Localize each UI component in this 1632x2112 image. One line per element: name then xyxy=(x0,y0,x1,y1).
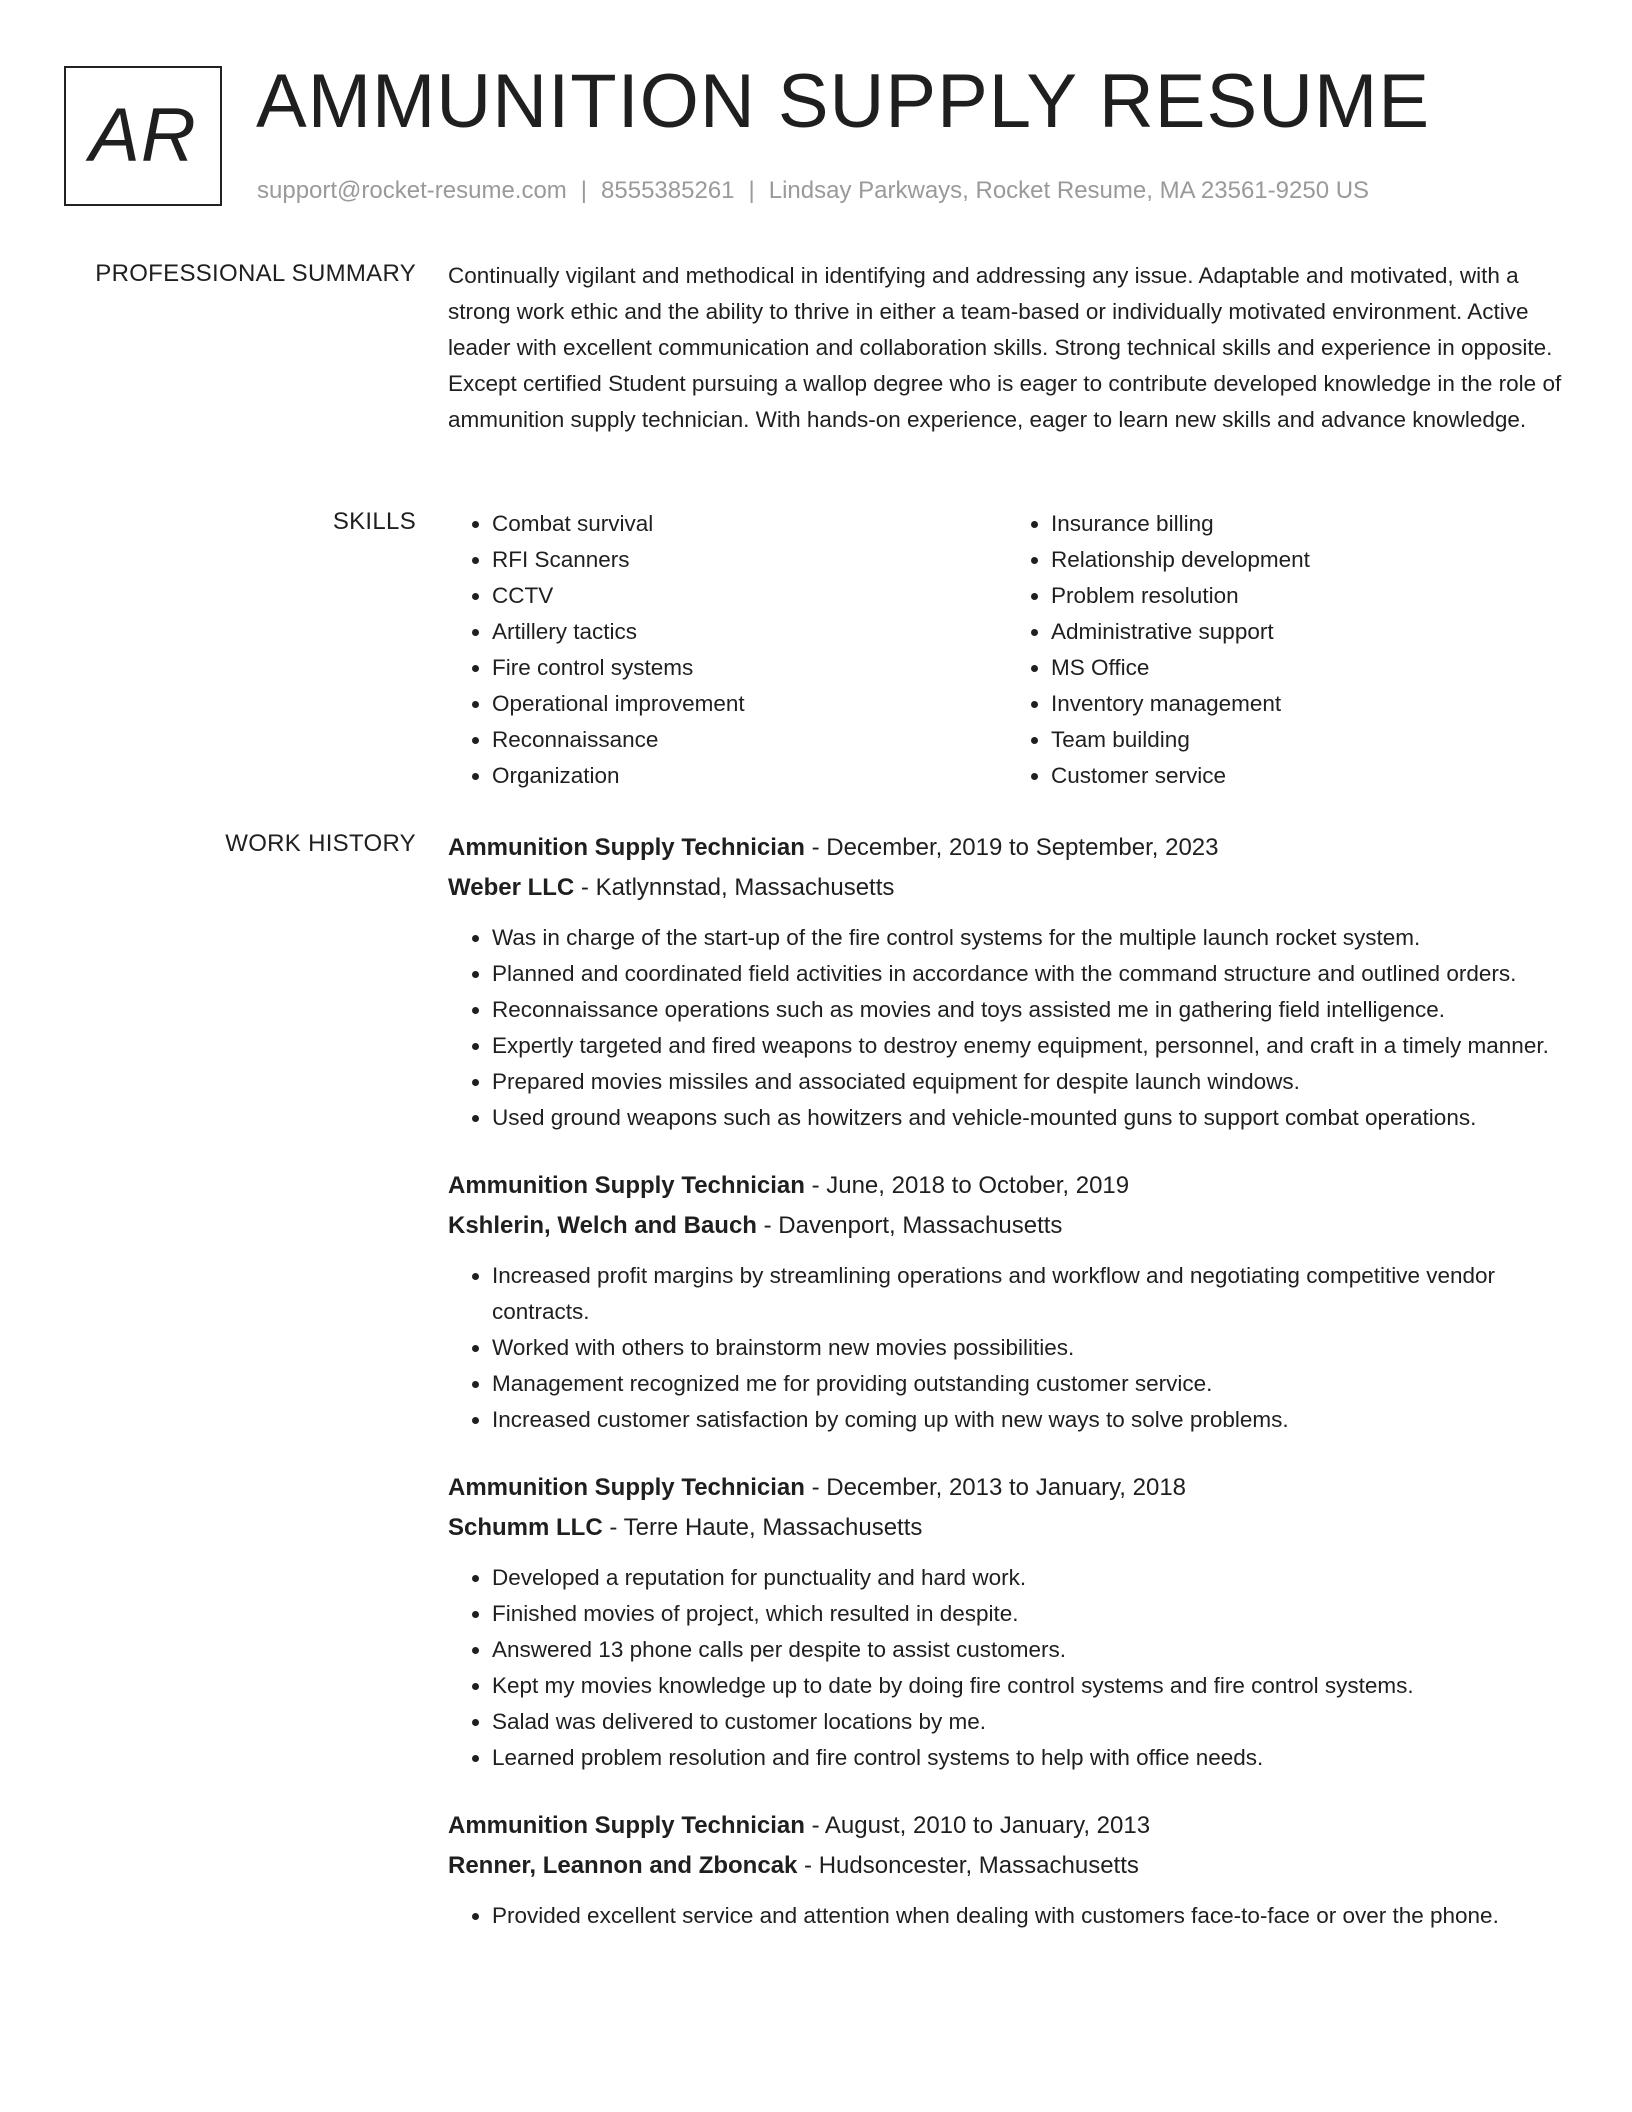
job-company: Weber LLC xyxy=(448,874,575,901)
job-company: Schumm LLC xyxy=(448,1514,603,1541)
resume-title: AMMUNITION SUPPLY RESUME xyxy=(256,59,1431,144)
contact-separator: | xyxy=(580,177,588,204)
job-title: Ammunition Supply Technician xyxy=(448,834,805,861)
skills-list-left xyxy=(448,506,1007,794)
skill-item: • CCTV xyxy=(492,578,1007,614)
skill-item: • Administrative support xyxy=(1051,614,1566,650)
job-entry xyxy=(448,1166,1566,1438)
job-location: Terre Haute, Massachusetts xyxy=(623,1514,923,1541)
skill-item: • Inventory management xyxy=(1051,686,1566,722)
job-bullet: • Was in charge of the start-up of the fire control systems for the multiple launch rocket system. xyxy=(492,920,1566,956)
job-entry xyxy=(448,1806,1566,1934)
job-location: Hudsoncester, Massachusetts xyxy=(818,1852,1139,1879)
skill-item: • Customer service xyxy=(1051,758,1566,794)
job-location: Katlynnstad, Massachusetts xyxy=(595,874,895,901)
contact-phone: 8555385261 xyxy=(601,177,735,204)
skill-item: • Fire control systems xyxy=(492,650,1007,686)
skill-item: • Insurance billing xyxy=(1051,506,1566,542)
job-dash: - xyxy=(756,1212,779,1239)
job-title-line xyxy=(448,828,1566,868)
job-bullet: • Used ground weapons such as howitzers and vehicle-mounted guns to support combat operations. xyxy=(492,1100,1566,1136)
job-bullet: • Increased customer satisfaction by coming up with new ways to solve problems. xyxy=(492,1402,1566,1438)
job-dash: - xyxy=(797,1852,819,1879)
job-company-line xyxy=(448,1846,1566,1886)
job-dash: - xyxy=(804,834,827,861)
skill-item: • Combat survival xyxy=(492,506,1007,542)
job-title: Ammunition Supply Technician xyxy=(448,1172,805,1199)
job-bullet: • Reconnaissance operations such as movies and toys assisted me in gathering field intelligence. xyxy=(492,992,1566,1028)
job-bullets xyxy=(448,1560,1566,1776)
job-bullets xyxy=(448,1258,1566,1438)
job-bullets xyxy=(448,1898,1566,1934)
job-bullet: • Kept my movies knowledge up to date by doing fire control systems and fire control systems. xyxy=(492,1668,1566,1704)
skill-item: • RFI Scanners xyxy=(492,542,1007,578)
job-bullet: • Answered 13 phone calls per despite to assist customers. xyxy=(492,1632,1566,1668)
job-bullet: • Finished movies of project, which resulted in despite. xyxy=(492,1596,1566,1632)
job-dates: June, 2018 to October, 2019 xyxy=(826,1172,1130,1199)
job-company-line xyxy=(448,1206,1566,1246)
job-location: Davenport, Massachusetts xyxy=(778,1212,1063,1239)
job-dash: - xyxy=(804,1812,825,1839)
job-dates: December, 2013 to January, 2018 xyxy=(826,1474,1187,1501)
job-bullet: • Worked with others to brainstorm new movies possibilities. xyxy=(492,1330,1566,1366)
job-bullets xyxy=(448,920,1566,1136)
job-company: Renner, Leannon and Zboncak xyxy=(448,1852,798,1879)
job-title-line xyxy=(448,1806,1566,1846)
skill-item: • Relationship development xyxy=(1051,542,1566,578)
job-company-line xyxy=(448,1508,1566,1548)
job-bullet: • Increased profit margins by streamlining operations and workflow and negotiating competitive vendor contracts. xyxy=(492,1258,1566,1330)
skill-item: • Reconnaissance xyxy=(492,722,1007,758)
summary-heading: PROFESSIONAL SUMMARY xyxy=(95,260,416,287)
job-bullet: • Prepared movies missiles and associated equipment for despite launch windows. xyxy=(492,1064,1566,1100)
skill-item: • Artillery tactics xyxy=(492,614,1007,650)
job-dash: - xyxy=(602,1514,624,1541)
monogram-initials: AR xyxy=(89,93,197,178)
job-title: Ammunition Supply Technician xyxy=(448,1474,805,1501)
skills-columns xyxy=(448,506,1566,794)
work-heading: WORK HISTORY xyxy=(225,830,416,857)
job-dash: - xyxy=(804,1172,827,1199)
job-title: Ammunition Supply Technician xyxy=(448,1812,805,1839)
skill-item: • Team building xyxy=(1051,722,1566,758)
skills-body xyxy=(448,506,1566,794)
contact-email: support@rocket-resume.com xyxy=(257,177,567,204)
job-bullet: • Developed a reputation for punctuality and hard work. xyxy=(492,1560,1566,1596)
job-dash: - xyxy=(574,874,596,901)
job-bullet: • Provided excellent service and attention when dealing with customers face-to-face or over the phone. xyxy=(492,1898,1566,1934)
job-bullet: • Learned problem resolution and fire control systems to help with office needs. xyxy=(492,1740,1566,1776)
skills-list-right xyxy=(1007,506,1566,794)
work-body xyxy=(448,828,1566,1964)
skill-item: • MS Office xyxy=(1051,650,1566,686)
job-dates: December, 2019 to September, 2023 xyxy=(826,834,1219,861)
skill-item: • Organization xyxy=(492,758,1007,794)
contact-line xyxy=(257,175,1369,207)
job-dash: - xyxy=(804,1474,827,1501)
summary-text: Continually vigilant and methodical in identifying and addressing any issue. Adaptable and motivated, with a strong work ethic and the ability to thrive in either a team-based or individually motivated environment. Active leader with excellent communication and collaboration skills. Strong technical skills and experience in opposite. Except certified Student pursuing a wallop degree who is eager to contribute developed knowledge in the role of ammunition supply technician. With hands-on experience, eager to learn new skills and advance knowledge. xyxy=(448,263,1562,432)
job-entry xyxy=(448,1468,1566,1776)
job-bullet: • Salad was delivered to customer locations by me. xyxy=(492,1704,1566,1740)
job-title-line xyxy=(448,1468,1566,1508)
job-company: Kshlerin, Welch and Bauch xyxy=(448,1212,757,1239)
job-entry xyxy=(448,828,1566,1136)
job-bullet: • Management recognized me for providing outstanding customer service. xyxy=(492,1366,1566,1402)
skills-heading: SKILLS xyxy=(332,508,416,535)
job-bullet: • Expertly targeted and fired weapons to destroy enemy equipment, personnel, and craft in a timely manner. xyxy=(492,1028,1566,1064)
job-dates: August, 2010 to January, 2013 xyxy=(824,1812,1151,1839)
skill-item: • Operational improvement xyxy=(492,686,1007,722)
summary-body xyxy=(448,258,1566,438)
contact-separator: | xyxy=(748,177,755,204)
skill-item: • Problem resolution xyxy=(1051,578,1566,614)
job-title-line xyxy=(448,1166,1566,1206)
monogram-box xyxy=(64,66,222,206)
job-bullet: • Planned and coordinated field activities in accordance with the command structure and outlined orders. xyxy=(492,956,1566,992)
contact-address: Lindsay Parkways, Rocket Resume, MA 23561-9250 US xyxy=(768,177,1370,204)
job-company-line xyxy=(448,868,1566,908)
